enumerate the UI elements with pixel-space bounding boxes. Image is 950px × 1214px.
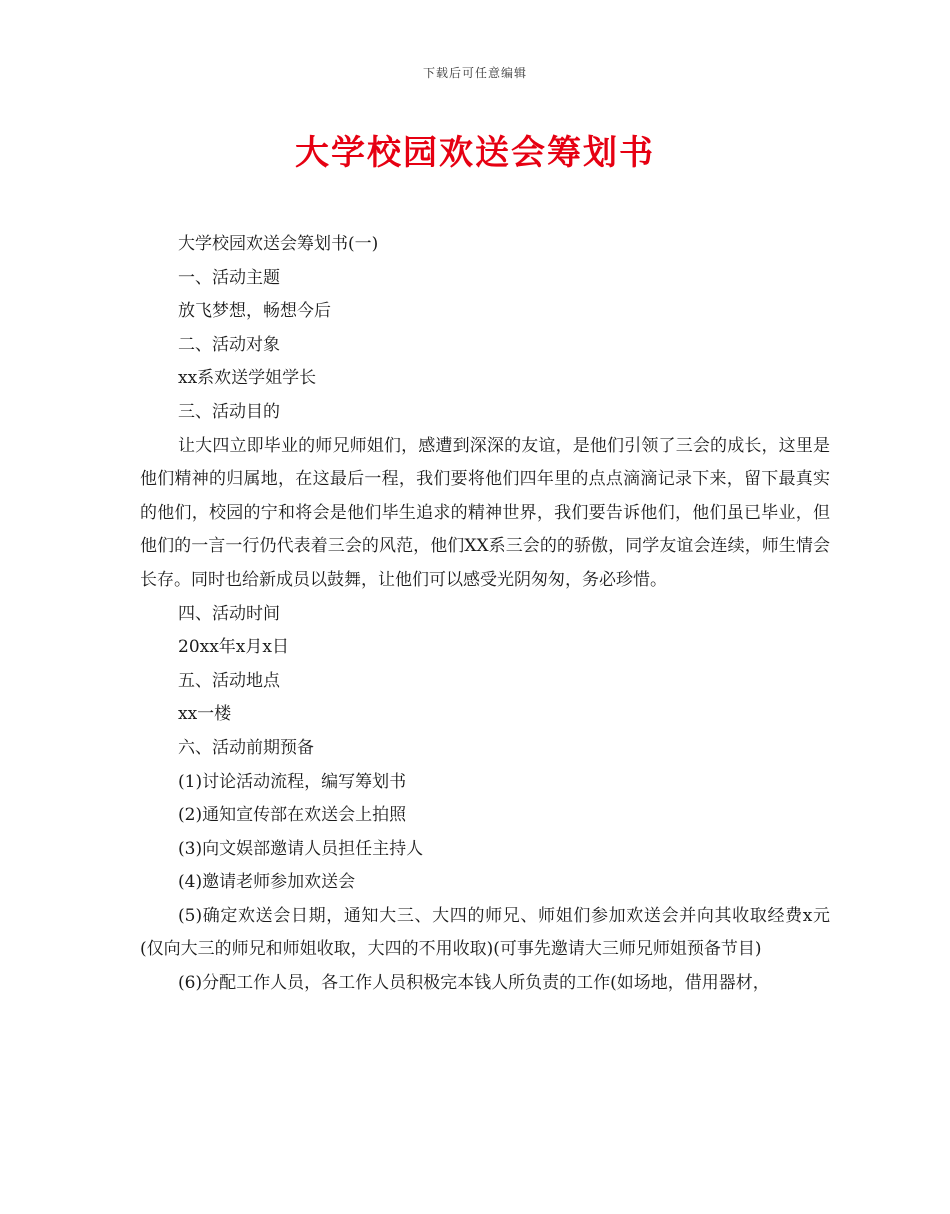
document-body bbox=[140, 228, 830, 1001]
list-item: (5)确定欢送会日期，通知大三、大四的师兄、师姐们参加欢送会并向其收取经费x元(仅向大三的师兄和师姐收取，大四的不用收取)(可事先邀请大三师兄师姐预备节目) bbox=[140, 905, 830, 960]
list-item: (2)通知宣传部在欢送会上拍照 bbox=[178, 805, 407, 826]
section-subtitle: 大学校园欢送会筹划书(一) bbox=[178, 234, 379, 254]
heading-activity-time: 四、活动时间 bbox=[178, 603, 280, 624]
text-activity-theme: 放飞梦想，畅想今后 bbox=[178, 301, 331, 322]
text-activity-time: 20xx年x月x日 bbox=[178, 637, 289, 658]
text-activity-location: xx一楼 bbox=[178, 704, 232, 725]
paragraph-activity-purpose: 让大四立即毕业的师兄师姐们，感遭到深深的友谊，是他们引领了三会的成长，这里是他们精神的归属地，在这最后一程，我们要将他们四年里的点点滴滴记录下来，留下最真实的他们，校园的宁和将会是他们毕生追求的精神世界，我们要告诉他们，他们虽已毕业，但他们的一言一行仍代表着三会的风范，他们XX系三会的的骄傲，同学友谊会连续，师生情会长存。同时也给新成员以鼓舞，让他们可以感受光阴匆匆，务必珍惜。 bbox=[140, 435, 830, 590]
heading-activity-target: 二、活动对象 bbox=[178, 334, 280, 355]
heading-activity-purpose: 三、活动目的 bbox=[178, 401, 280, 422]
list-item: (1)讨论活动流程，编写筹划书 bbox=[178, 771, 407, 792]
header-note: 下载后可任意编辑 bbox=[422, 66, 527, 80]
text-activity-target: xx系欢送学姐学长 bbox=[178, 368, 317, 389]
document-title: 大学校园欢送会筹划书 bbox=[295, 133, 655, 173]
list-item: (6)分配工作人员，各工作人员积极完本钱人所负责的工作(如场地，借用器材， bbox=[178, 973, 770, 994]
heading-preparation: 六、活动前期预备 bbox=[178, 737, 314, 758]
heading-activity-theme: 一、活动主题 bbox=[178, 267, 280, 288]
heading-activity-location: 五、活动地点 bbox=[178, 670, 280, 691]
list-item: (3)向文娱部邀请人员担任主持人 bbox=[178, 838, 424, 859]
list-item: (4)邀请老师参加欢送会 bbox=[178, 872, 356, 893]
